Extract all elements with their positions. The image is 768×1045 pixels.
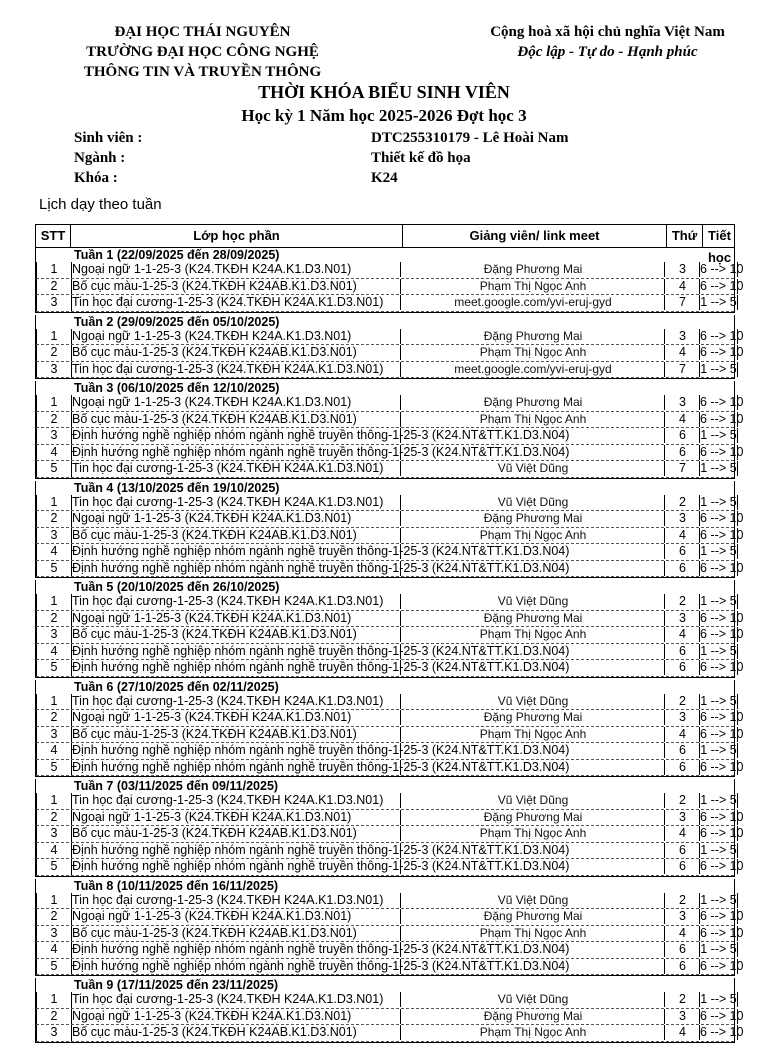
table-row <box>36 826 744 843</box>
row-stt: 1 <box>36 495 72 511</box>
row-lecturer: Đặng Phương Mai <box>400 611 665 626</box>
row-lecturer: Đặng Phương Mai <box>400 511 665 526</box>
section-title: Lịch dạy theo tuần <box>39 196 162 213</box>
col-tiet: Tiết học <box>707 228 732 265</box>
row-period: 6 --> 10 <box>700 909 744 923</box>
page-title: THỜI KHÓA BIỂU SINH VIÊN <box>258 82 510 102</box>
row-stt: 5 <box>36 660 72 676</box>
row-lecturer: Đặng Phương Mai <box>400 909 665 924</box>
table-row <box>36 560 744 578</box>
table-row <box>36 461 737 478</box>
row-day: 3 <box>664 710 700 725</box>
school-name-line1: TRƯỜNG ĐẠI HỌC CÔNG NGHỆ <box>86 44 319 60</box>
table-row <box>36 809 744 827</box>
row-class: Định hướng nghề nghiệp nhóm ngành nghề truyền thông-1-25-3 (K24.NT&TT.K1.D3.N04) <box>72 660 570 674</box>
row-stt: 4 <box>36 644 72 660</box>
table-row <box>36 494 737 512</box>
row-stt: 5 <box>36 461 72 477</box>
row-period: 1 --> 5 <box>700 892 737 907</box>
row-class: Tin học đại cương-1-25-3 (K24.TKĐH K24A.K1.D3.N01) <box>72 992 384 1006</box>
row-period: 6 --> 10 <box>700 726 744 741</box>
row-day: 7 <box>664 461 700 476</box>
row-period: 6 --> 10 <box>700 1008 744 1023</box>
row-period: 6 --> 10 <box>700 925 744 940</box>
row-class: Định hướng nghề nghiệp nhóm ngành nghề truyền thông-1-25-3 (K24.NT&TT.K1.D3.N04) <box>72 643 570 658</box>
week-label: Tuần 3 (06/10/2025 đến 12/10/2025) <box>74 381 280 395</box>
row-stt: 4 <box>36 843 72 859</box>
row-day: 4 <box>664 627 700 642</box>
row-day: 4 <box>664 279 700 294</box>
row-period: 6 --> 10 <box>700 809 744 824</box>
table-row <box>36 594 737 611</box>
row-lecturer: Phạm Thị Ngọc Anh <box>400 826 665 841</box>
row-class: Bố cục màu-1-25-3 (K24.TKĐH K24AB.K1.D3.N01) <box>72 278 357 293</box>
row-day: 7 <box>664 362 700 377</box>
row-period: 6 --> 10 <box>700 328 744 343</box>
row-lecturer: Vũ Việt Dũng <box>400 893 665 908</box>
row-day: 7 <box>664 295 700 310</box>
row-lecturer: Phạm Thị Ngọc Anh <box>400 345 665 360</box>
major-label: Ngành : <box>74 150 126 166</box>
student-label: Sinh viên : <box>74 130 143 146</box>
row-lecturer <box>400 644 665 659</box>
week-label: Tuần 1 (22/09/2025 đến 28/09/2025) <box>74 248 280 262</box>
row-lecturer: Đặng Phương Mai <box>400 1009 665 1024</box>
week-label: Tuần 7 (03/11/2025 đến 09/11/2025) <box>74 779 279 793</box>
week-label: Tuần 8 (10/11/2025 đến 16/11/2025) <box>74 878 279 893</box>
row-lecturer <box>400 445 665 460</box>
row-stt: 1 <box>36 262 72 278</box>
row-lecturer: Đặng Phương Mai <box>400 329 665 344</box>
row-period: 6 --> 10 <box>700 411 744 426</box>
table-row <box>36 958 744 976</box>
row-stt: 2 <box>36 412 72 428</box>
row-class: Định hướng nghề nghiệp nhóm ngành nghề truyền thông-1-25-3 (K24.NT&TT.K1.D3.N04) <box>72 842 570 857</box>
row-period: 6 --> 10 <box>700 262 744 276</box>
row-lecturer: meet.google.com/yvi-eruj-gyd <box>400 295 665 310</box>
table-row <box>36 411 744 429</box>
row-stt: 3 <box>36 627 72 643</box>
col-gv: Giảng viên/ link meet <box>403 225 667 247</box>
row-class: Ngoại ngữ 1-1-25-3 (K24.TKĐH K24A.K1.D3.N01) <box>72 328 352 343</box>
row-lecturer <box>400 959 665 974</box>
row-class: Định hướng nghề nghiệp nhóm ngành nghề truyền thông-1-25-3 (K24.NT&TT.K1.D3.N04) <box>72 859 570 873</box>
row-day: 6 <box>664 743 700 758</box>
week-block <box>35 381 744 479</box>
row-day: 2 <box>664 893 700 908</box>
row-class: Ngoại ngữ 1-1-25-3 (K24.TKĐH K24A.K1.D3.N01) <box>72 710 352 724</box>
row-day: 3 <box>664 810 700 825</box>
row-lecturer: Phạm Thị Ngọc Anh <box>400 412 665 427</box>
row-lecturer: Phạm Thị Ngọc Anh <box>400 926 665 941</box>
row-stt: 4 <box>36 942 72 958</box>
row-day: 6 <box>664 561 700 576</box>
table-row <box>36 726 744 744</box>
row-class: Tin học đại cương-1-25-3 (K24.TKĐH K24A.K1.D3.N01) <box>72 361 384 376</box>
table-row <box>36 1008 744 1026</box>
row-day: 3 <box>664 611 700 626</box>
table-row <box>36 859 744 876</box>
table-row <box>36 660 744 677</box>
row-day: 6 <box>664 445 700 460</box>
country-name: Cộng hoà xã hội chủ nghĩa Việt Nam <box>490 24 725 40</box>
row-day: 3 <box>664 511 700 526</box>
weeks-container <box>35 248 744 1043</box>
row-stt: 1 <box>36 694 72 710</box>
row-period: 6 --> 10 <box>700 859 744 873</box>
row-stt: 4 <box>36 544 72 560</box>
row-day: 4 <box>664 727 700 742</box>
row-stt: 1 <box>36 594 72 610</box>
university-name: ĐẠI HỌC THÁI NGUYÊN <box>114 24 291 40</box>
table-row <box>36 759 744 777</box>
row-stt: 3 <box>36 528 72 544</box>
table-row <box>36 511 744 528</box>
week-label: Tuần 4 (13/10/2025 đến 19/10/2025) <box>74 480 280 495</box>
row-period: 1 --> 5 <box>700 942 737 956</box>
row-period: 1 --> 5 <box>700 992 737 1006</box>
row-lecturer <box>400 743 665 758</box>
week-block <box>35 314 744 380</box>
table-row <box>36 892 737 910</box>
row-period: 1 --> 5 <box>700 793 737 807</box>
row-class: Tin học đại cương-1-25-3 (K24.TKĐH K24A.K1.D3.N01) <box>72 594 384 608</box>
week-block <box>35 248 744 313</box>
row-class: Bố cục màu-1-25-3 (K24.TKĐH K24AB.K1.D3.N01) <box>72 1025 357 1039</box>
page-subtitle: Học kỳ 1 Năm học 2025-2026 Đợt học 3 <box>241 106 527 125</box>
row-lecturer: Vũ Việt Dũng <box>400 495 665 510</box>
row-class: Tin học đại cương-1-25-3 (K24.TKĐH K24A.K1.D3.N01) <box>72 295 384 309</box>
week-block <box>35 679 744 778</box>
row-period: 6 --> 10 <box>700 1025 744 1039</box>
row-day: 2 <box>664 793 700 808</box>
row-day: 4 <box>664 412 700 427</box>
table-row <box>36 278 744 296</box>
row-period: 6 --> 10 <box>700 527 744 542</box>
row-day: 6 <box>664 959 700 974</box>
row-period: 1 --> 5 <box>700 295 737 309</box>
row-class: Bố cục màu-1-25-3 (K24.TKĐH K24AB.K1.D3.N01) <box>72 826 357 840</box>
row-stt: 1 <box>36 992 72 1008</box>
row-lecturer <box>400 561 665 576</box>
row-day: 2 <box>664 992 700 1007</box>
row-stt: 3 <box>36 727 72 743</box>
row-lecturer: Đặng Phương Mai <box>400 395 665 410</box>
school-name-line2: THÔNG TIN VÀ TRUYỀN THÔNG <box>83 64 322 80</box>
row-class: Ngoại ngữ 1-1-25-3 (K24.TKĐH K24A.K1.D3.N01) <box>72 909 352 923</box>
row-class: Định hướng nghề nghiệp nhóm ngành nghề truyền thông-1-25-3 (K24.NT&TT.K1.D3.N04) <box>72 942 570 956</box>
table-row <box>36 842 737 860</box>
row-lecturer <box>400 660 665 675</box>
row-stt: 5 <box>36 760 72 776</box>
row-day: 6 <box>664 859 700 874</box>
row-stt: 2 <box>36 1009 72 1025</box>
row-stt: 5 <box>36 859 72 875</box>
row-stt: 3 <box>36 362 72 378</box>
row-day: 4 <box>664 345 700 360</box>
row-stt: 1 <box>36 329 72 345</box>
course-value: K24 <box>371 170 398 186</box>
table-row <box>36 295 737 312</box>
row-class: Ngoại ngữ 1-1-25-3 (K24.TKĐH K24A.K1.D3.N01) <box>72 1008 352 1023</box>
row-class: Định hướng nghề nghiệp nhóm ngành nghề truyền thông-1-25-3 (K24.NT&TT.K1.D3.N04) <box>72 743 570 757</box>
col-lop: Lớp học phần <box>71 225 403 247</box>
row-day: 3 <box>664 395 700 410</box>
col-stt: STT <box>36 225 71 247</box>
row-lecturer: Đặng Phương Mai <box>400 710 665 725</box>
row-period: 6 --> 10 <box>700 826 744 840</box>
row-class: Tin học đại cương-1-25-3 (K24.TKĐH K24A.K1.D3.N01) <box>72 494 384 509</box>
table-row <box>36 793 737 810</box>
row-lecturer: Phạm Thị Ngọc Anh <box>400 528 665 543</box>
row-lecturer: Đặng Phương Mai <box>400 810 665 825</box>
row-period: 1 --> 5 <box>700 743 737 757</box>
row-class: Ngoại ngữ 1-1-25-3 (K24.TKĐH K24A.K1.D3.N01) <box>72 262 352 276</box>
row-period: 1 --> 5 <box>700 361 737 376</box>
row-stt: 2 <box>36 611 72 627</box>
schedule-table <box>35 224 744 1045</box>
week-label: Tuần 6 (27/10/2025 đến 02/11/2025) <box>74 679 279 694</box>
row-day: 4 <box>664 1025 700 1040</box>
row-stt: 1 <box>36 893 72 909</box>
row-day: 2 <box>664 495 700 510</box>
row-period: 6 --> 10 <box>700 610 744 625</box>
week-label: Tuần 5 (20/10/2025 đến 26/10/2025) <box>74 580 280 594</box>
week-block <box>35 878 744 977</box>
table-row <box>36 693 737 711</box>
row-class: Tin học đại cương-1-25-3 (K24.TKĐH K24A.K1.D3.N01) <box>72 793 384 807</box>
row-class: Định hướng nghề nghiệp nhóm ngành nghề truyền thông-1-25-3 (K24.NT&TT.K1.D3.N04) <box>72 428 570 442</box>
row-period: 6 --> 10 <box>700 759 744 774</box>
row-lecturer: Vũ Việt Dũng <box>400 793 665 808</box>
row-stt: 2 <box>36 810 72 826</box>
major-value: Thiết kế đồ họa <box>371 150 471 166</box>
row-day: 6 <box>664 942 700 957</box>
table-row <box>36 942 737 959</box>
row-lecturer: Vũ Việt Dũng <box>400 992 665 1007</box>
university-header <box>60 22 345 82</box>
row-period: 1 --> 5 <box>700 594 737 608</box>
row-day: 6 <box>664 760 700 775</box>
row-day: 3 <box>664 909 700 924</box>
row-lecturer <box>400 428 665 443</box>
row-lecturer: Vũ Việt Dũng <box>400 694 665 709</box>
row-period: 1 --> 5 <box>700 428 737 442</box>
row-class: Bố cục màu-1-25-3 (K24.TKĐH K24AB.K1.D3.N01) <box>72 627 357 641</box>
row-stt: 4 <box>36 743 72 759</box>
row-period: 1 --> 5 <box>700 842 737 857</box>
national-motto <box>470 22 745 62</box>
row-stt: 3 <box>36 826 72 842</box>
row-period: 1 --> 5 <box>700 693 737 708</box>
row-stt: 4 <box>36 445 72 461</box>
row-class: Bố cục màu-1-25-3 (K24.TKĐH K24AB.K1.D3.N01) <box>72 527 357 542</box>
row-stt: 1 <box>36 395 72 411</box>
table-row <box>36 909 744 926</box>
table-row <box>36 262 744 279</box>
row-class: Bố cục màu-1-25-3 (K24.TKĐH K24AB.K1.D3.N01) <box>72 345 357 359</box>
row-stt: 2 <box>36 710 72 726</box>
row-period: 6 --> 10 <box>700 345 744 359</box>
row-class: Ngoại ngữ 1-1-25-3 (K24.TKĐH K24A.K1.D3.N01) <box>72 511 352 525</box>
week-label: Tuần 2 (29/09/2025 đến 05/10/2025) <box>74 314 280 329</box>
row-stt: 5 <box>36 561 72 577</box>
row-period: 6 --> 10 <box>700 958 744 973</box>
row-lecturer: Đặng Phương Mai <box>400 262 665 277</box>
week-block <box>35 580 744 678</box>
row-day: 2 <box>664 594 700 609</box>
row-class: Ngoại ngữ 1-1-25-3 (K24.TKĐH K24A.K1.D3.N01) <box>72 809 352 824</box>
row-stt: 5 <box>36 959 72 975</box>
row-class: Định hướng nghề nghiệp nhóm ngành nghề truyền thông-1-25-3 (K24.NT&TT.K1.D3.N04) <box>72 958 570 973</box>
row-period: 1 --> 5 <box>700 544 737 558</box>
row-class: Định hướng nghề nghiệp nhóm ngành nghề truyền thông-1-25-3 (K24.NT&TT.K1.D3.N04) <box>72 444 570 459</box>
row-class: Bố cục màu-1-25-3 (K24.TKĐH K24AB.K1.D3.N01) <box>72 726 357 741</box>
row-class: Tin học đại cương-1-25-3 (K24.TKĐH K24A.K1.D3.N01) <box>72 461 384 475</box>
table-row <box>36 361 737 379</box>
row-period: 6 --> 10 <box>700 660 744 674</box>
row-day: 3 <box>664 329 700 344</box>
table-row <box>36 428 737 445</box>
course-label: Khóa : <box>74 170 118 186</box>
row-class: Bố cục màu-1-25-3 (K24.TKĐH K24AB.K1.D3.N01) <box>72 925 357 940</box>
row-stt: 2 <box>36 279 72 295</box>
row-stt: 1 <box>36 793 72 809</box>
table-row <box>36 743 737 760</box>
row-class: Tin học đại cương-1-25-3 (K24.TKĐH K24A.K1.D3.N01) <box>72 892 384 907</box>
table-row <box>36 328 744 346</box>
row-class: Ngoại ngữ 1-1-25-3 (K24.TKĐH K24A.K1.D3.N01) <box>72 610 352 625</box>
row-stt: 3 <box>36 295 72 311</box>
row-lecturer: Phạm Thị Ngọc Anh <box>400 279 665 294</box>
row-day: 6 <box>664 660 700 675</box>
table-row <box>36 544 737 561</box>
row-period: 6 --> 10 <box>700 710 744 724</box>
row-stt: 3 <box>36 926 72 942</box>
row-class: Định hướng nghề nghiệp nhóm ngành nghề truyền thông-1-25-3 (K24.NT&TT.K1.D3.N04) <box>72 560 570 575</box>
row-class: Định hướng nghề nghiệp nhóm ngành nghề truyền thông-1-25-3 (K24.NT&TT.K1.D3.N04) <box>72 759 570 774</box>
table-row <box>36 527 744 545</box>
row-day: 6 <box>664 428 700 443</box>
row-class: Định hướng nghề nghiệp nhóm ngành nghề truyền thông-1-25-3 (K24.NT&TT.K1.D3.N04) <box>72 544 570 558</box>
row-stt: 3 <box>36 428 72 444</box>
table-row <box>36 710 744 727</box>
table-row <box>36 1025 744 1042</box>
row-day: 4 <box>664 826 700 841</box>
row-stt: 3 <box>36 1025 72 1041</box>
week-block <box>35 978 744 1043</box>
table-row <box>36 627 744 644</box>
week-block <box>35 779 744 877</box>
table-row <box>36 345 744 362</box>
table-row <box>36 643 737 661</box>
row-lecturer <box>400 859 665 874</box>
student-value: DTC255310179 - Lê Hoài Nam <box>371 130 569 146</box>
row-lecturer: meet.google.com/yvi-eruj-gyd <box>400 362 665 377</box>
row-lecturer <box>400 760 665 775</box>
row-lecturer: Vũ Việt Dũng <box>400 461 665 476</box>
row-day: 6 <box>664 544 700 559</box>
row-lecturer: Phạm Thị Ngọc Anh <box>400 627 665 642</box>
row-lecturer <box>400 544 665 559</box>
row-lecturer <box>400 942 665 957</box>
row-period: 1 --> 5 <box>700 461 737 475</box>
row-day: 2 <box>664 694 700 709</box>
row-lecturer: Phạm Thị Ngọc Anh <box>400 727 665 742</box>
row-class: Ngoại ngữ 1-1-25-3 (K24.TKĐH K24A.K1.D3.N01) <box>72 395 352 409</box>
row-day: 3 <box>664 1009 700 1024</box>
row-period: 6 --> 10 <box>700 511 744 525</box>
row-period: 6 --> 10 <box>700 395 744 409</box>
table-row <box>36 444 744 462</box>
week-label: Tuần 9 (17/11/2025 đến 23/11/2025) <box>74 978 279 992</box>
row-period: 1 --> 5 <box>700 643 737 658</box>
table-row <box>36 395 744 412</box>
row-period: 6 --> 10 <box>700 278 744 293</box>
row-class: Tin học đại cương-1-25-3 (K24.TKĐH K24A.K1.D3.N01) <box>72 693 384 708</box>
row-lecturer <box>400 843 665 858</box>
row-stt: 2 <box>36 345 72 361</box>
row-stt: 2 <box>36 511 72 527</box>
table-row <box>36 992 737 1009</box>
motto: Độc lập - Tự do - Hạnh phúc <box>517 44 698 60</box>
col-thu: Thứ <box>667 225 703 247</box>
row-period: 1 --> 5 <box>700 494 737 509</box>
row-day: 6 <box>664 843 700 858</box>
row-lecturer: Vũ Việt Dũng <box>400 594 665 609</box>
row-period: 6 --> 10 <box>700 560 744 575</box>
table-row <box>36 925 744 943</box>
row-day: 3 <box>664 262 700 277</box>
row-lecturer: Phạm Thị Ngọc Anh <box>400 1025 665 1040</box>
row-stt: 2 <box>36 909 72 925</box>
row-day: 4 <box>664 528 700 543</box>
row-day: 4 <box>664 926 700 941</box>
row-period: 6 --> 10 <box>700 444 744 459</box>
row-class: Bố cục màu-1-25-3 (K24.TKĐH K24AB.K1.D3.N01) <box>72 411 357 426</box>
row-day: 6 <box>664 644 700 659</box>
row-period: 6 --> 10 <box>700 627 744 641</box>
week-block <box>35 480 744 579</box>
table-row <box>36 610 744 628</box>
